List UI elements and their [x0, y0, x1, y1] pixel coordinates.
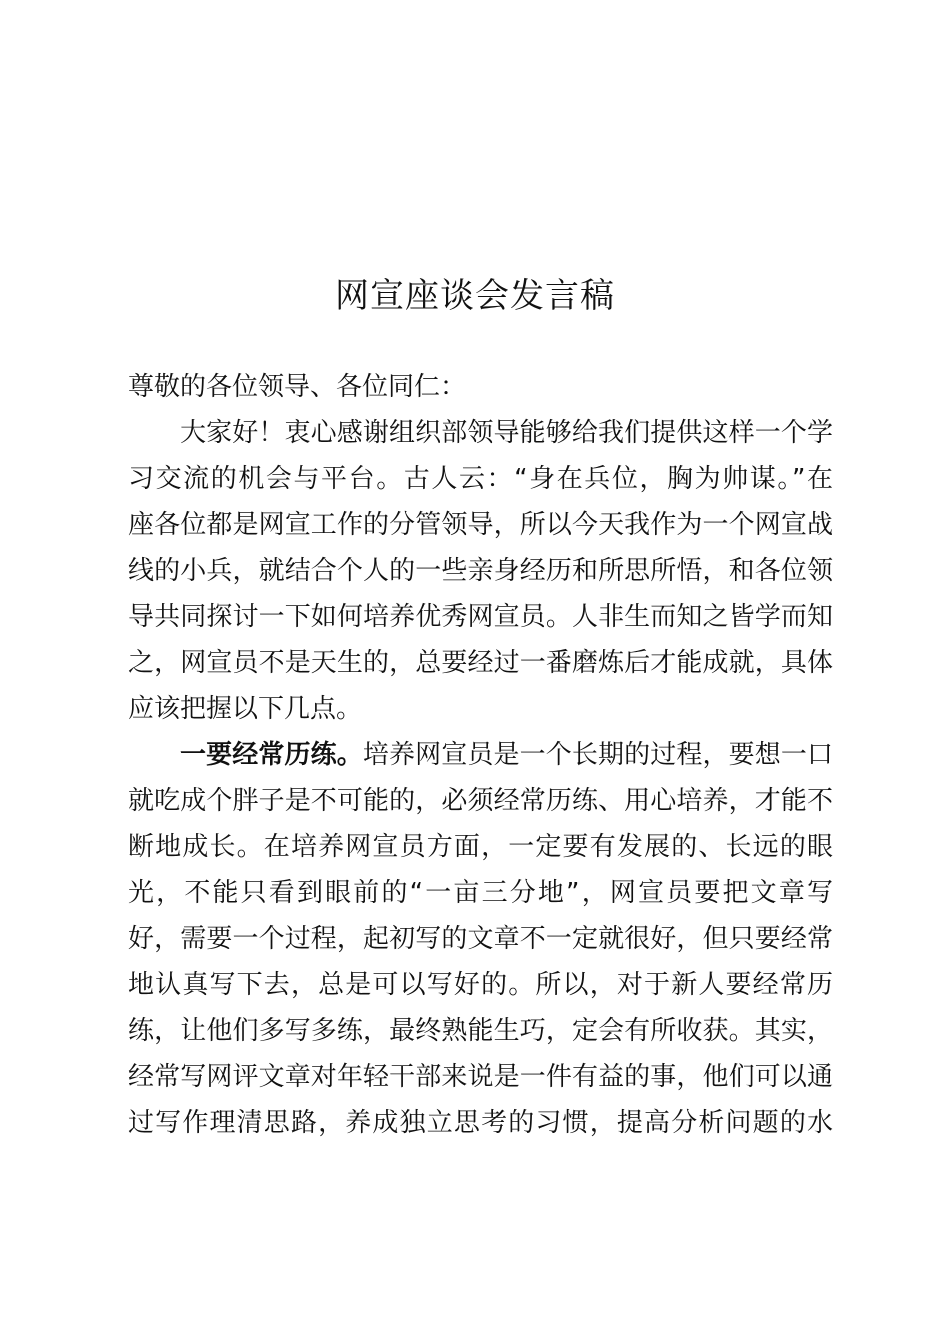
paragraph-1-line-7: 应该把握以下几点。 — [128, 694, 363, 724]
salutation: 尊敬的各位领导、各位同仁： — [128, 372, 467, 402]
paragraph-2-line-7: 练，让他们多写多练，最终熟能生巧，定会有所收获。其实， — [128, 1016, 833, 1046]
document-title: 网宣座谈会发言稿 — [335, 276, 615, 316]
paragraph-2-line-5: 好，需要一个过程，起初写的文章不一定就很好，但只要经常 — [128, 924, 833, 954]
paragraph-1-line-4: 线的小兵，就结合个人的一些亲身经历和所思所悟，和各位领 — [128, 556, 833, 586]
paragraph-2-heading: 一要经常历练。 — [180, 740, 363, 770]
paragraph-1-line-3: 座各位都是网宣工作的分管领导，所以今天我作为一个网宣战 — [128, 510, 833, 540]
paragraph-2-line-9: 过写作理清思路，养成独立思考的习惯，提高分析问题的水 — [128, 1108, 833, 1138]
paragraph-2-line-1 — [128, 732, 833, 778]
paragraph-1-line-5: 导共同探讨一下如何培养优秀网宣员。人非生而知之皆学而知 — [128, 602, 833, 632]
paragraph-2-first-line-text: 培养网宣员是一个长期的过程，要想一口 — [362, 740, 833, 770]
paragraph-1-line-6: 之，网宣员不是天生的，总要经过一番磨炼后才能成就，具体 — [128, 648, 833, 678]
paragraph-2-line-8: 经常写网评文章对年轻干部来说是一件有益的事，他们可以通 — [128, 1062, 833, 1092]
paragraph-2-line-6: 地认真写下去，总是可以写好的。所以，对于新人要经常历 — [128, 970, 833, 1000]
paragraph-2-line-3: 断地成长。在培养网宣员方面，一定要有发展的、长远的眼 — [128, 832, 833, 862]
paragraph-2-line-4: 光，不能只看到眼前的“一亩三分地”，网宣员要把文章写 — [128, 878, 833, 908]
paragraph-1-line-2: 习交流的机会与平台。古人云：“身在兵位，胸为帅谋。”在 — [128, 464, 833, 494]
paragraph-1-line-1: 大家好！衷心感谢组织部领导能够给我们提供这样一个学 — [180, 418, 833, 448]
paragraph-2-line-2: 就吃成个胖子是不可能的，必须经常历练、用心培养，才能不 — [128, 786, 833, 816]
